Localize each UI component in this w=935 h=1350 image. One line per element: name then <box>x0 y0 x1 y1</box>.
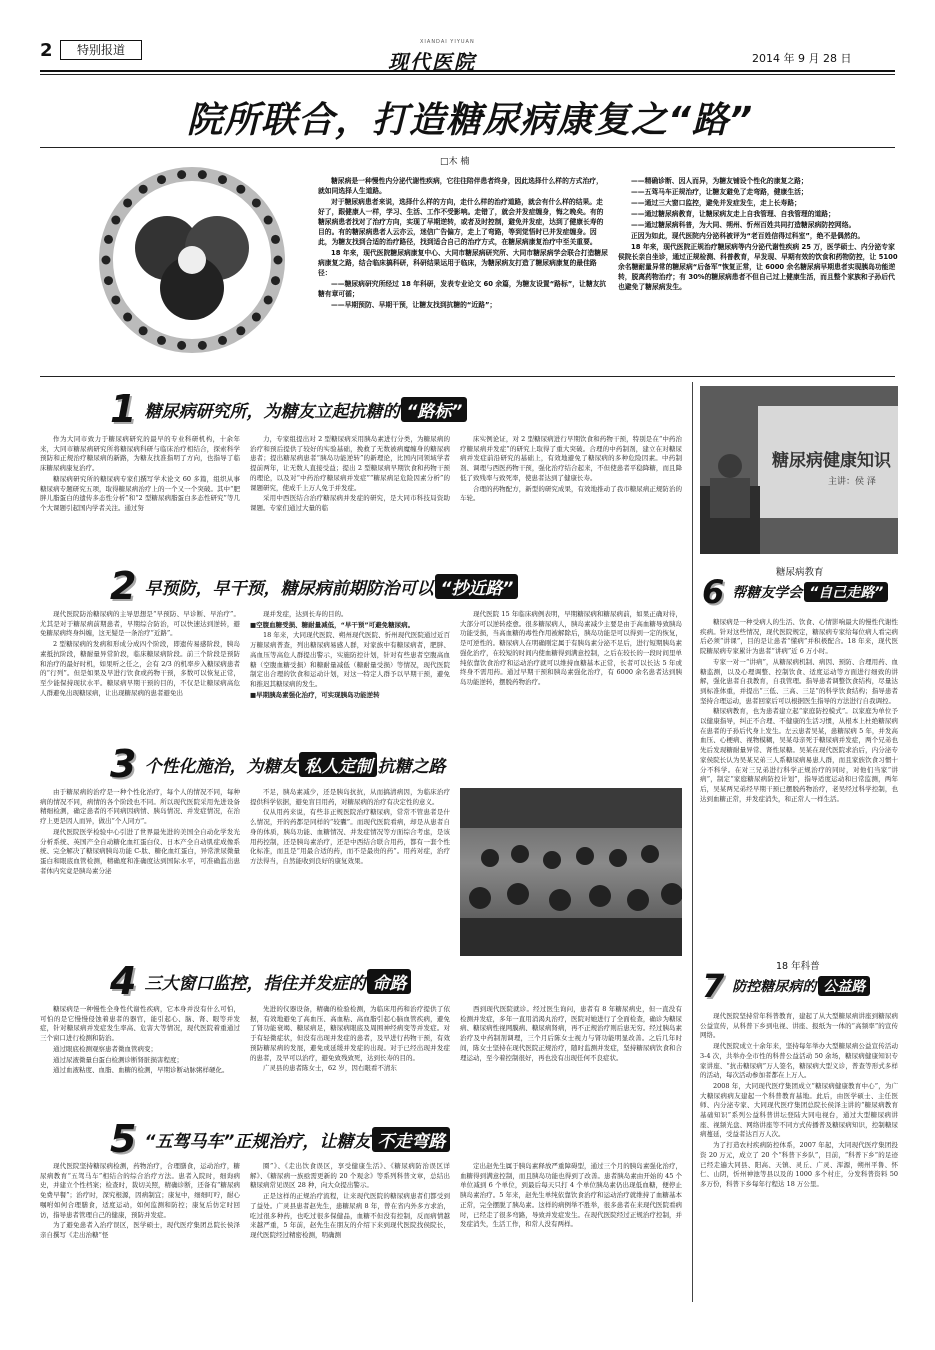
paragraph: 仅从用药来说，有些非正规医院治疗糖尿病，常常不管患者是什么情况，开的药都是同样的“较囊”。而现代医院看病，却是从患者自身的体质，胰岛功能、血糖情况、并发症情况等方面综合考虑，是该用药控制，还是胰岛素治疗，还是中西结合联合用药，都有一套个性化标准，而且是“用最合适的药，而不是最贵的药”。用药对症，治疗方法得当，自然能收到良好的康复效果。 <box>250 808 450 865</box>
issue-date: 2014 年 9 月 28 日 <box>752 52 852 65</box>
person-figure <box>218 336 227 345</box>
paragraph: 现代医院成立十余年来，坚持每年举办大型糖尿病公益宣传活动 3-4 次，共举办全市性的科普公益活动 50 余场，糖尿病健康知识专家讲座、“抗击糖尿病”万人签名，糖尿病大型义诊，普查等形式多样的活动，每次活动参加者都在上万人。 <box>700 1042 898 1080</box>
person-figure <box>139 185 148 194</box>
lecture-photo <box>700 386 898 554</box>
section-5-heading <box>110 1117 450 1161</box>
byline: □木 楠 <box>440 157 470 167</box>
section-title-highlight: 私人定制 <box>299 752 377 777</box>
intro-paragraph: ——通过糖尿病科普，为大同、朔州、忻州百姓共同打造糖尿病防控网络。 <box>631 221 856 229</box>
paragraph: 糖尿病教育，也为患者建立起“家庭防控模式”。以家庭为单位予以健康指导，纠正不合理、不健康的生活习惯，从根本上杜绝糖尿病在患者的子孙后代身上发生。左云患者吴某，患糖尿病 5 年，并发高血压、心梗病、视物模糊，吴某母亲死于糖尿病并发症，两个兄弟也先后发现糖耐量异常、肾性尿糖。吴某在现代医院求治后，内分泌专家侯院长认为吴某兄弟三人系糖尿病易患人群，而且家族饮食习惯十分不科学。在对三兄弟进行科学正规治疗的同时，对他们当家“讲病”，制定“家庭糖尿病防控计划”，指导适度运动和日常监测，两年后，吴某两兄弟经早期干预已摆脱药物治疗，老吴经过科学控制，也达到血糖正常，并发症消失，和正常人一样生活。 <box>700 707 898 803</box>
section-title-highlight: “路标” <box>401 397 467 422</box>
section-6-heading <box>702 573 888 611</box>
section-5-column-1 <box>40 1162 240 1312</box>
section-title: 个性化施治，为糖友 <box>144 756 298 777</box>
person-figure <box>111 295 120 304</box>
section-title-highlight: 公益路 <box>818 976 870 996</box>
paragraph: 西到现代医院就诊。经过医生询问，患者有 8 年糖尿病史，但一直没有检测并发症，多年一直用消渴丸治疗，医院对她进行了全面检查，确诊为糖尿病、糖尿病性视网膜病、糖尿病肾病，再不正规治疗则后患无穷。经过胰岛素治疗及中药制剂调理，三个月后陈女士视力与肾功能明显改善。之后几年时间，陈女士坚持在现代医院正规治疗，随时监测并发症，坚持糖尿病饮食和合理运动，至今着控制很好，再也没有出现任何不良症状。 <box>460 1005 682 1062</box>
paragraph: 通过眼底检测观察患者微血管病变； <box>53 1044 157 1053</box>
section-number: 4 <box>110 959 137 1003</box>
paragraph: 糖尿病是一种慢性全身性代谢性疾病，它本身并没有什么可怕，可怕的是它慢慢侵蚀着患者的器官，能引起心、脑、肾、眼等并发症，针对糖尿病并发症发生率高、危害大等情况，现代医院着重通过三个窗口进行检测和防治。 <box>40 1005 240 1043</box>
intro-paragraph: ——五驾马车正规治疗，让糖友避免了走弯路，健康生活； <box>631 188 808 196</box>
section-number: 1 <box>110 387 137 431</box>
section-title: 帮糖友学会 <box>732 585 803 601</box>
section-1-column-1 <box>40 435 240 565</box>
person-figure <box>198 170 207 179</box>
section-label: 特别报道 <box>60 40 142 60</box>
section-1-column-2 <box>250 435 450 565</box>
section-number: 6 <box>702 573 725 611</box>
person-figure <box>252 198 261 207</box>
section-4-column-2 <box>250 1005 450 1130</box>
person-figure <box>271 276 280 285</box>
intro-paragraph: ——早期预防、早期干预，让糖友找到抗糖的“近路”； <box>331 301 497 309</box>
section-2-column-3 <box>460 610 682 740</box>
section-number: 7 <box>702 967 725 1005</box>
page-title: 院所联合，打造糖尿病康复之“路” <box>186 100 754 141</box>
section-title-tail: 抗糖之路 <box>377 756 446 777</box>
person-figure <box>104 235 113 244</box>
right-column-divider <box>692 382 693 1302</box>
section-2-heading <box>110 564 518 608</box>
paragraph: 合理的药物配方，新型的研究成果，有效地推动了我市糖尿病正规防治的车轮。 <box>460 484 682 503</box>
section-3-heading <box>110 742 446 786</box>
paragraph: 定出赵先生属于胰岛素释放严重障碍型，通过三个月的胰岛素强化治疗，血糖得到满意控制，而且胰岛功能也得到了改善。患者胰岛素由开始的 45 个单位减到 6 个单位，到最后每天只打 4 个单位胰岛素仍出现低血糖，便停止胰岛素治疗。5 年来，赵先生单纯依靠饮食治疗和运动治疗就维持了血糖基本正常，完全摆脱了胰岛素。这样的病例举不胜举，很多患者在来现代医院看病时，已经走了很多弯路，导致并发症发生。在现代医院经过正规治疗控制，并发症消失，生活工作，和常人没有两样。 <box>460 1162 682 1229</box>
person-figure <box>177 170 186 179</box>
person-figure <box>236 185 245 194</box>
intro-paragraph: 糖尿病是一种慢性内分泌代谢性疾病，它往往陪伴患者终身，因此选择什么样的方式治疗，就如同选择人生道路。 <box>318 177 603 195</box>
person-figure <box>218 175 227 184</box>
section-7-kicker: 18 年科普 <box>776 961 820 972</box>
paragraph: 现并发症，达到长寿的目的。 <box>263 610 348 618</box>
section-title: 防控糖尿病的 <box>732 979 817 995</box>
paragraph: 为了打造农村疾病防控体系，2007 年起，大同现代医疗集团投资 20 万元，成立了 20 个“科普下乡队”，目前，“科普下乡”的足迹已经走遍大同县、阳高、天镇、灵丘、广灵、浑源，朔州平鲁、怀仁、山阴，忻州神池等县以及的 1000 多个村庄，分发科普资料 50 多万份，科普下乡每年行程达 18 万公里。 <box>700 1141 898 1188</box>
section-1-column-3 <box>460 435 682 565</box>
section-4-column-1 <box>40 1005 240 1130</box>
section-6-column <box>700 618 898 943</box>
paragraph: 为了避免患者入治疗误区，医学硕士，现代医疗集团总院长侯泽亲自撰写《走出治糖“怪 <box>40 1221 240 1239</box>
person-figure <box>236 326 245 335</box>
meeting-photo <box>460 788 682 956</box>
person-figure <box>104 276 113 285</box>
paragraph: 糖尿病研究所的糖尿病专家们撰写学术论文 60 多篇，组织从事糖尿病专题研究五项，取得糖尿病治疗上的一个又一个突破。其中“肥胖儿脂蛋白的遗传多态性分析”和“2 型糖尿病脂蛋白多态性研究”等几个大课题引起国内学者关注。通过努 <box>40 474 240 512</box>
person-figure <box>264 295 273 304</box>
paragraph: 由于糖尿病的治疗是一种个性化治疗，每个人的情况不同，每种病的情况不同，病情的各个阶段也不同。所以现代医院采用先进设备精细检测，确定患者的不同病因病情、胰岛情况、并发症情况，在治疗上更是因人而异，做出“个人同方”。 <box>40 788 240 826</box>
section-2-column-1 <box>40 610 240 740</box>
person-figure <box>274 256 283 265</box>
person-figure <box>123 313 132 322</box>
paragraph: 通过尿液微量白蛋白检测诊断肾脏损害程度； <box>53 1055 183 1064</box>
subheading: ■早期胰岛素强化治疗，可实现胰岛功能逆转 <box>250 690 380 699</box>
intro-column-1 <box>318 176 608 366</box>
paragraph: 现代医院医学检验中心引进了世界最先进的美国全自动化学发光分析系统、英国产全自动糖化血红蛋白仪、日本产全自动肌症成像系统、完全解决了糖尿病胰岛功能 C-肽、糖化血红蛋白，异常泄尿微量蛋白和眼底血管检测，精确度和准确度达到国际水平，可准确监出患者体内究竟是胰岛素分泌 <box>40 827 240 875</box>
paragraph: 作为大同市致力于糖尿病研究的最早的专业科研机构，十余年来，大同市糖尿病研究所将糖尿病科研与临床治疗相结合，探索科学预防和正规治疗糖尿病的新路，为糖友找准指明了方向，也指导了临床糖尿病康复治疗。 <box>40 435 240 473</box>
section-3-column-2 <box>250 788 450 948</box>
paragraph: 糖尿病是一种受病人的生活、饮食、心情影响最大的慢性代谢性疾病。针对这些情况，现代医院规定，糖尿病专家给每位病人看完病后必须“讲课”，目的是让患者“懂病”并积极配合。18 年来，现代医院糖尿病专家累计为患者“讲病”近 6 万小时。 <box>700 618 898 656</box>
paper-name: 现代医院 <box>388 50 476 74</box>
paragraph: 18 年来，大同现代医院、朔州现代医院、忻州现代医院通过近百万糖尿病普查，列出糖尿病易感人群，对家族中有糖尿病者，肥胖、高血压等高危人群提出警示，实施防控计划，针对有些患者空腹高血糖（空腹血糖受损）和糖耐量减低（糖耐量受损）等情况，现代医院制定出合理的饮食和运动计划，对这一特定人群予以早期干预，避免和推迟其糖尿病的发生。 <box>250 631 450 688</box>
intro-paragraph: 18 年来，现代医院正规治疗糖尿病等内分泌代谢性疾病 25 万，医学硕士、内分泌专家侯院长亲自坐诊，通过正规检测、科普教育，早发现、早期有效的饮食和药物防控，让 5100 余名糖耐量异常的糖尿病“后备军”恢复正常，让 6000 余名糖尿病早期患者实现胰岛功能逆转，脱离药物治疗；有 30%的糖尿病患者不但自己过上健康生活，而且整个家族和子孙后代也避免了糖尿病发生。 <box>618 243 898 291</box>
section-title: 早预防，早干预，糖尿病前期防治可以 <box>144 578 434 599</box>
intro-paragraph: ——通过糖尿病教育，让糖尿病友走上自我管理、自我管理的道路； <box>631 210 835 218</box>
intro-paragraph: ——精确诊断、因人而异，为糖友铺设个性化的康复之路； <box>631 177 808 185</box>
paragraph: 采用中西医结合治疗糖尿病并发症的研究，是大同市科技局资助课题。专家们通过大量的临 <box>250 494 450 512</box>
paragraph: 现代医院坚持常年科普教育，建起了从大型糖尿病讲座到糖尿病公益宣传，从科普下乡到电视、讲座、报纸为一体的“高频率”的宣传网络。 <box>700 1012 898 1040</box>
person-figure <box>271 235 280 244</box>
title-rule <box>40 147 895 148</box>
intro-rule <box>40 376 895 377</box>
lecture-banner-text: 糖尿病健康知识 <box>772 451 891 471</box>
section-title-highlight: “抄近路” <box>435 574 518 599</box>
section-5-column-3 <box>460 1162 682 1312</box>
section-4-heading <box>110 959 411 1003</box>
subheading: ■空腹血糖受损、糖耐量减低，“早干预”可避免糖尿病。 <box>250 620 415 629</box>
paragraph: 先进的仪器设备，精确的检验检测，为临床用药和治疗提供了依据，有效地避免了高血压、高血粘、高血脂引起心脑血管疾病，避免了肾功能衰竭、糖尿病足，糖尿病眼底及周围神经病变等并发症。对于有轻微症状，但没有出现并发症的患者，及早进行药物干预，有效预防糖尿病的发展，避免或延缓并发症的出现。对于已经出现并发症的患者，及早可以治疗，避免致残致死，达到长寿的目的。 <box>250 1005 450 1062</box>
section-title: “五驾马车”正规治疗，让糖友 <box>144 1131 371 1152</box>
section-title-highlight: “自己走路” <box>804 582 888 602</box>
person-figure <box>177 341 186 350</box>
intro-paragraph: 18 年来，现代医院糖尿病康复中心、大同市糖尿病研究所、大同市糖尿病学会联合打造糖尿病康复之路，结合临床搞科研，科研结果运用于临床，为糖尿病友打造了糖尿病康复的最佳路径： <box>318 249 608 277</box>
section-4-column-3 <box>460 1005 682 1130</box>
section-6-kicker: 糖尿病教育 <box>776 567 824 578</box>
header-rule <box>40 70 895 72</box>
paragraph: 不足，胰岛素减少，还是胰岛抗抗，从而搞清病因，为临床治疗提供科学依据，避免盲目用药，对糖尿病的治疗有决定性的意义。 <box>250 788 450 806</box>
section-7-column <box>700 1012 898 1312</box>
people-circle-illustration <box>85 160 300 360</box>
paragraph: 2 型糖尿病的发病和形成分成四个阶段，即遗传易感阶段，胰岛素抵抗阶段，糖耐量异常阶段，临床糖尿病阶段。前三个阶段是预防和治疗的最好时机，如果听之任之，会有 2/3 的机率步入糖尿病患者的“行列”。但是如果及早进行饮食或药物干预，多数可以恢复正常，至少能保持现状水平。糖尿病早期干预的目的，不仅是让糖尿病高危人群避免出现糖尿病，让出现糖尿病的患者避免出 <box>40 640 240 697</box>
paragraph: 专家一对一“讲病”，从糖尿病机制、病因、预防、合理用药、血糖监测，以及心理调整、控制饮食、适度运动等方面进行细致的讲解，强化患者自我教育，自我管理。指导患者调整饮食结构，尽量达到标准体重，并提出“三低、三高、三足”的科学饮食结构；指导患者坚持合理运动，患者回家后可以根据医生指导的方法进行自我调控。 <box>700 657 898 705</box>
paragraph: 圈”》、《走出饮食误区，享受健康生活》、《糖尿病防治误区详解》、《糖尿病一族亟需更新的 20 个观念》等系列科普文章，总结出糖尿病常见误区 28 种，向大众提出警示。 <box>250 1162 450 1190</box>
paragraph: 床实例论证，对 2 型糖尿病进行早期饮食和药物干预，特别是在“中药治疗糖尿病并发症”的研究上取得了重大突破。合理的中药制剂，建立在对糖尿病并发症前沿研究的基础上，有效地避免了糖尿病的多种危险因素。中药制剂、调理与西医药物干预，强化治疗结合起来，不但使患者平稳降糖，而且降低了致残率与致死率，使患者达到了健康长寿。 <box>460 435 682 482</box>
intro-paragraph: 正因为如此，现代医院内分泌科被评为“老百姓信得过科室”，绝不是偶然的。 <box>631 232 865 240</box>
paragraph: 现代医院 15 年临床病例表明，早期糖尿病和糖尿病前，如果正确对待，大部分可以逆转痊愈。很多糖尿病人，胰岛素减少主要是由于高血糖导致胰岛功能受损，当高血糖的毒性作用被解除后，胰岛功能是可以得到一定的恢复，是可逆性的。糖尿病人在明确刚定属于有胰岛素分泌不足后，进行短期胰岛素强化治疗，在较短的时间内使血糖得到满意控制，之后在较长的一段时间里单纯依靠饮食治疗和运动治疗就可以维持血糖基本正常，长者可以长达 5 年或终身不需用药。通过早期干预和胰岛素强化治疗，有 6000 余名患者达到胰岛功能逆转，摆脱药物治疗。 <box>460 610 682 686</box>
section-title: 三大窗口监控，指住并发症的 <box>144 973 366 994</box>
person-figure <box>111 216 120 225</box>
paragraph: 现代医院防治糖尿病的主导思想是“早预防、早诊断、早治疗”。尤其是对于糖尿病前期患者，早期综合防治，可以快速达到逆转，避免糖尿病终身纠缠，这无疑是一条治疗“近路”。 <box>40 610 240 638</box>
person-figure <box>123 198 132 207</box>
paragraph: 2008 年，大同现代医疗集团成立“糖尿病健康教育中心”，为广大糖尿病病友建起一个科普教育基地。此后，由医学硕士、主任医师、内分泌专家、大同现代医疗集团总院长侯泽主讲的“糖尿病教育基础知识”系列公益科普讲坛登陆大同电视台，通过大型糖尿病讲座、视频光盘、网络讲座等不同方式传播普及糖尿病知识，控制糖尿病蔓延，受益者达百万人次。 <box>700 1081 898 1139</box>
paragraph: 正是这样的正规治疗流程，让来现代医院的糖尿病患者们都受到了益处。广灵县患者赵先生，患糖尿病 8 年，曾在省内外多方求治，吃过很多种药，也吃过很多保健品，血糖不但没有控制，反而病情越来越严重，5 年前，赵先生在朋友的介绍下来到现代医院找侯院长，现代医院经过精密检测，明确测 <box>250 1192 450 1239</box>
paper-pinyin: XIANDAI YIYUAN <box>420 39 475 45</box>
intro-paragraph: ——糖尿病研究所经过 18 年科研，发表专业论文 60 余篇，为糖友设置“路标”，让糖友抗糖有章可循； <box>318 280 607 298</box>
person-figure <box>157 175 166 184</box>
paragraph: 力，专家组提出对 2 型糖尿病采用胰岛素进行分类，为糖尿病的治疗和预后提供了较好的实验基础，挽救了无数被病魔缠身的糖尿病患者；提出糖尿病患者“胰岛功能逆转”的新理论，比国内同领域学者提前两年，让无数人直接受益；提出 2 型糖尿病早期饮食和药物干预的理论，以及对“中药治疗糖尿病并发症”“糖尿病足危险因素分析”的课题研究，使成千上万人免于并发症。 <box>250 435 450 492</box>
person-figure <box>157 336 166 345</box>
intro-paragraph: 对于糖尿病患者来说，选择什么样的方向，走什么样的治疗道路，就会有什么样的结果。走好了，跟健康人一样，学习、生活、工作不受影响。走错了，就会并发症缠身，悔之晚矣。有的糖尿病患者找对了治疗方向，实现了早期逆转，或者及时控制，避免并发症，达到了健康长寿的目的。有的糖尿病患者人云亦云，迷信广告偏方，走上了弯路，等到觉悟时已并发症缠身。因此，为糖友找到合适的治疗路径，找到适合自己的治疗方式，在糖尿病康复治疗中至关重要。 <box>318 198 604 246</box>
paragraph: 广灵县的患者陈女士，62 岁，因右眼看不清东 <box>263 1064 397 1073</box>
intro-column-2 <box>618 176 900 366</box>
section-number: 5 <box>110 1117 137 1161</box>
lecture-speaker-text: 主讲：侯 泽 <box>828 477 876 487</box>
person-figure <box>252 313 261 322</box>
intro-paragraph: ——通过三大窗口监控，避免并发症发生，走上长寿路； <box>631 199 801 207</box>
header-rule-thin <box>40 74 895 75</box>
paragraph: 通过血液粘度、血脂、血糖的检测，早期诊断动脉粥样硬化。 <box>53 1066 229 1075</box>
section-title: 糖尿病研究所，为糖友立起抗糖的 <box>144 401 400 422</box>
section-number: 3 <box>110 742 137 786</box>
paragraph: 现代医院坚持糖尿病检测，药物治疗，合理膳食，运动治疗，糖尿病教育“五驾马车”相结合的综合治疗方法。患者入院时，细询病史，并建立个性档案；检查时，裁切关照，精确诊断，还备有“糖尿病免费早餐”；治疗时，深究根源，因病制宜；康复中，细细叮咛，耐心嘱咐如何合理膳食，适度运动，如何监测和防控；康复后仿定时回访，指导患者管理自己的健康，预防并发症。 <box>40 1162 240 1219</box>
section-5-column-2 <box>250 1162 450 1312</box>
section-3-column-1 <box>40 788 240 948</box>
person-figure <box>102 256 111 265</box>
section-1-heading <box>110 387 467 431</box>
section-title-highlight: 命路 <box>367 969 411 994</box>
page-number: 2 <box>40 40 53 61</box>
section-title-highlight: 不走弯路 <box>372 1127 450 1152</box>
section-7-heading <box>702 967 870 1005</box>
person-figure <box>198 341 207 350</box>
section-2-column-2 <box>250 610 450 740</box>
section-number: 2 <box>110 564 137 608</box>
person-figure <box>139 326 148 335</box>
person-figure <box>264 216 273 225</box>
